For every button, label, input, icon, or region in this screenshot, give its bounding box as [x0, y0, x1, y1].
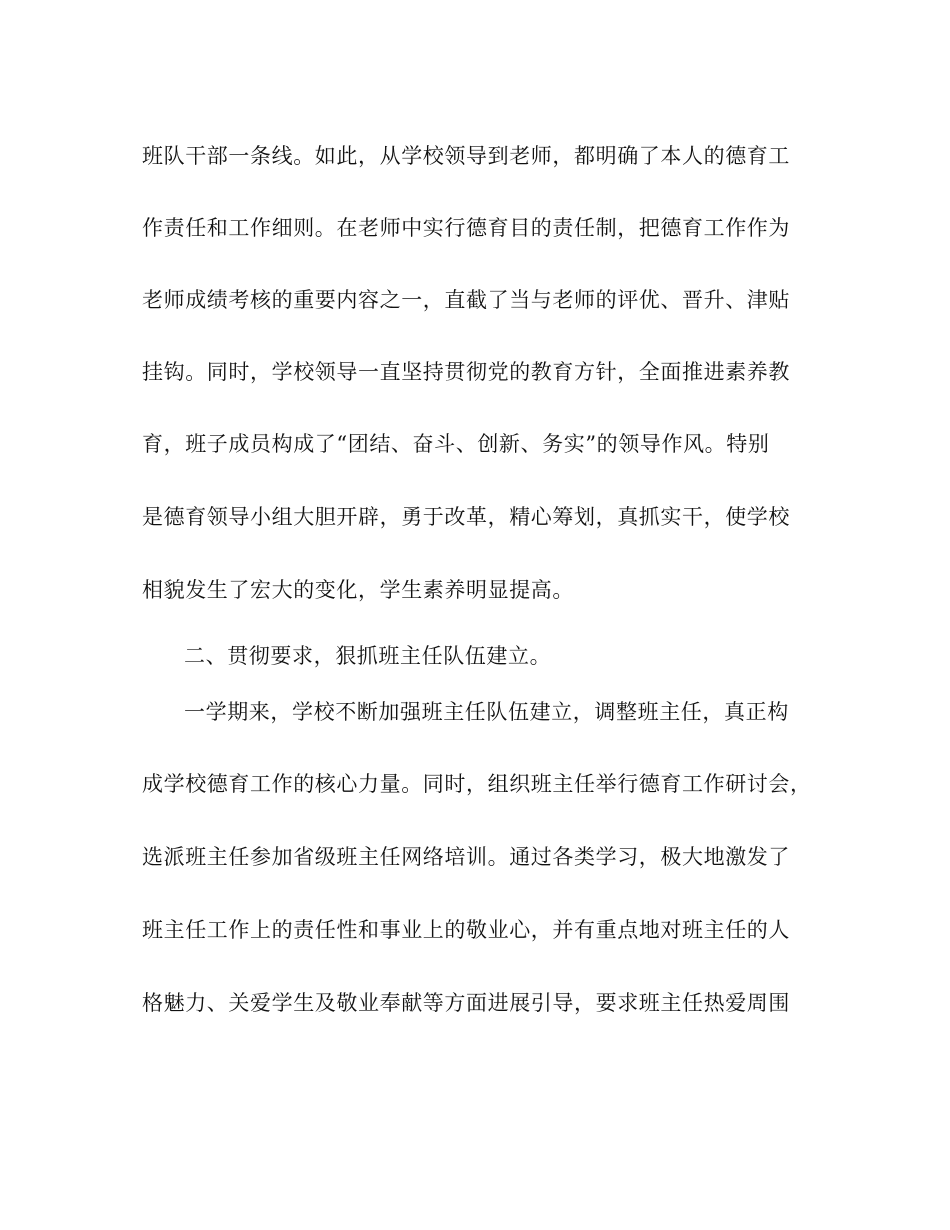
paragraph-line: 一学期来，学校不断加强班主任队伍建立，调整班主任，真正构: [184, 700, 789, 724]
paragraph-line: 育，班子成员构成了“团结、奋斗、创新、务实”的领导作风。特别: [142, 432, 770, 456]
paragraph-line: 是德育领导小组大胆开辟，勇于改革，精心筹划，真抓实干，使学校: [142, 505, 790, 529]
paragraph-line: 老师成绩考核的重要内容之一，直截了当与老师的评优、晋升、津贴: [142, 288, 790, 312]
paragraph-line: 格魅力、关爱学生及敬业奉献等方面进展引导，要求班主任热爱周围: [142, 991, 790, 1015]
paragraph-line: 班主任工作上的责任性和事业上的敬业心，并有重点地对班主任的人: [142, 918, 790, 942]
section-heading: 二、贯彻要求，狠抓班主任队伍建立。: [184, 644, 552, 668]
paragraph-line: 成学校德育工作的核心力量。同时，组织班主任举行德育工作研讨会，: [142, 772, 812, 796]
paragraph-line: 作责任和工作细则。在老师中实行德育目的责任制，把德育工作作为: [142, 216, 790, 240]
paragraph-line: 挂钩。同时，学校领导一直坚持贯彻党的教育方针，全面推进素养教: [142, 360, 790, 384]
paragraph-line: 选派班主任参加省级班主任网络培训。通过各类学习，极大地激发了: [142, 845, 790, 869]
paragraph-line: 班队干部一条线。如此，从学校领导到老师，都明确了本人的德育工: [142, 144, 790, 168]
paragraph-line: 相貌发生了宏大的变化，学生素养明显提高。: [142, 578, 574, 602]
